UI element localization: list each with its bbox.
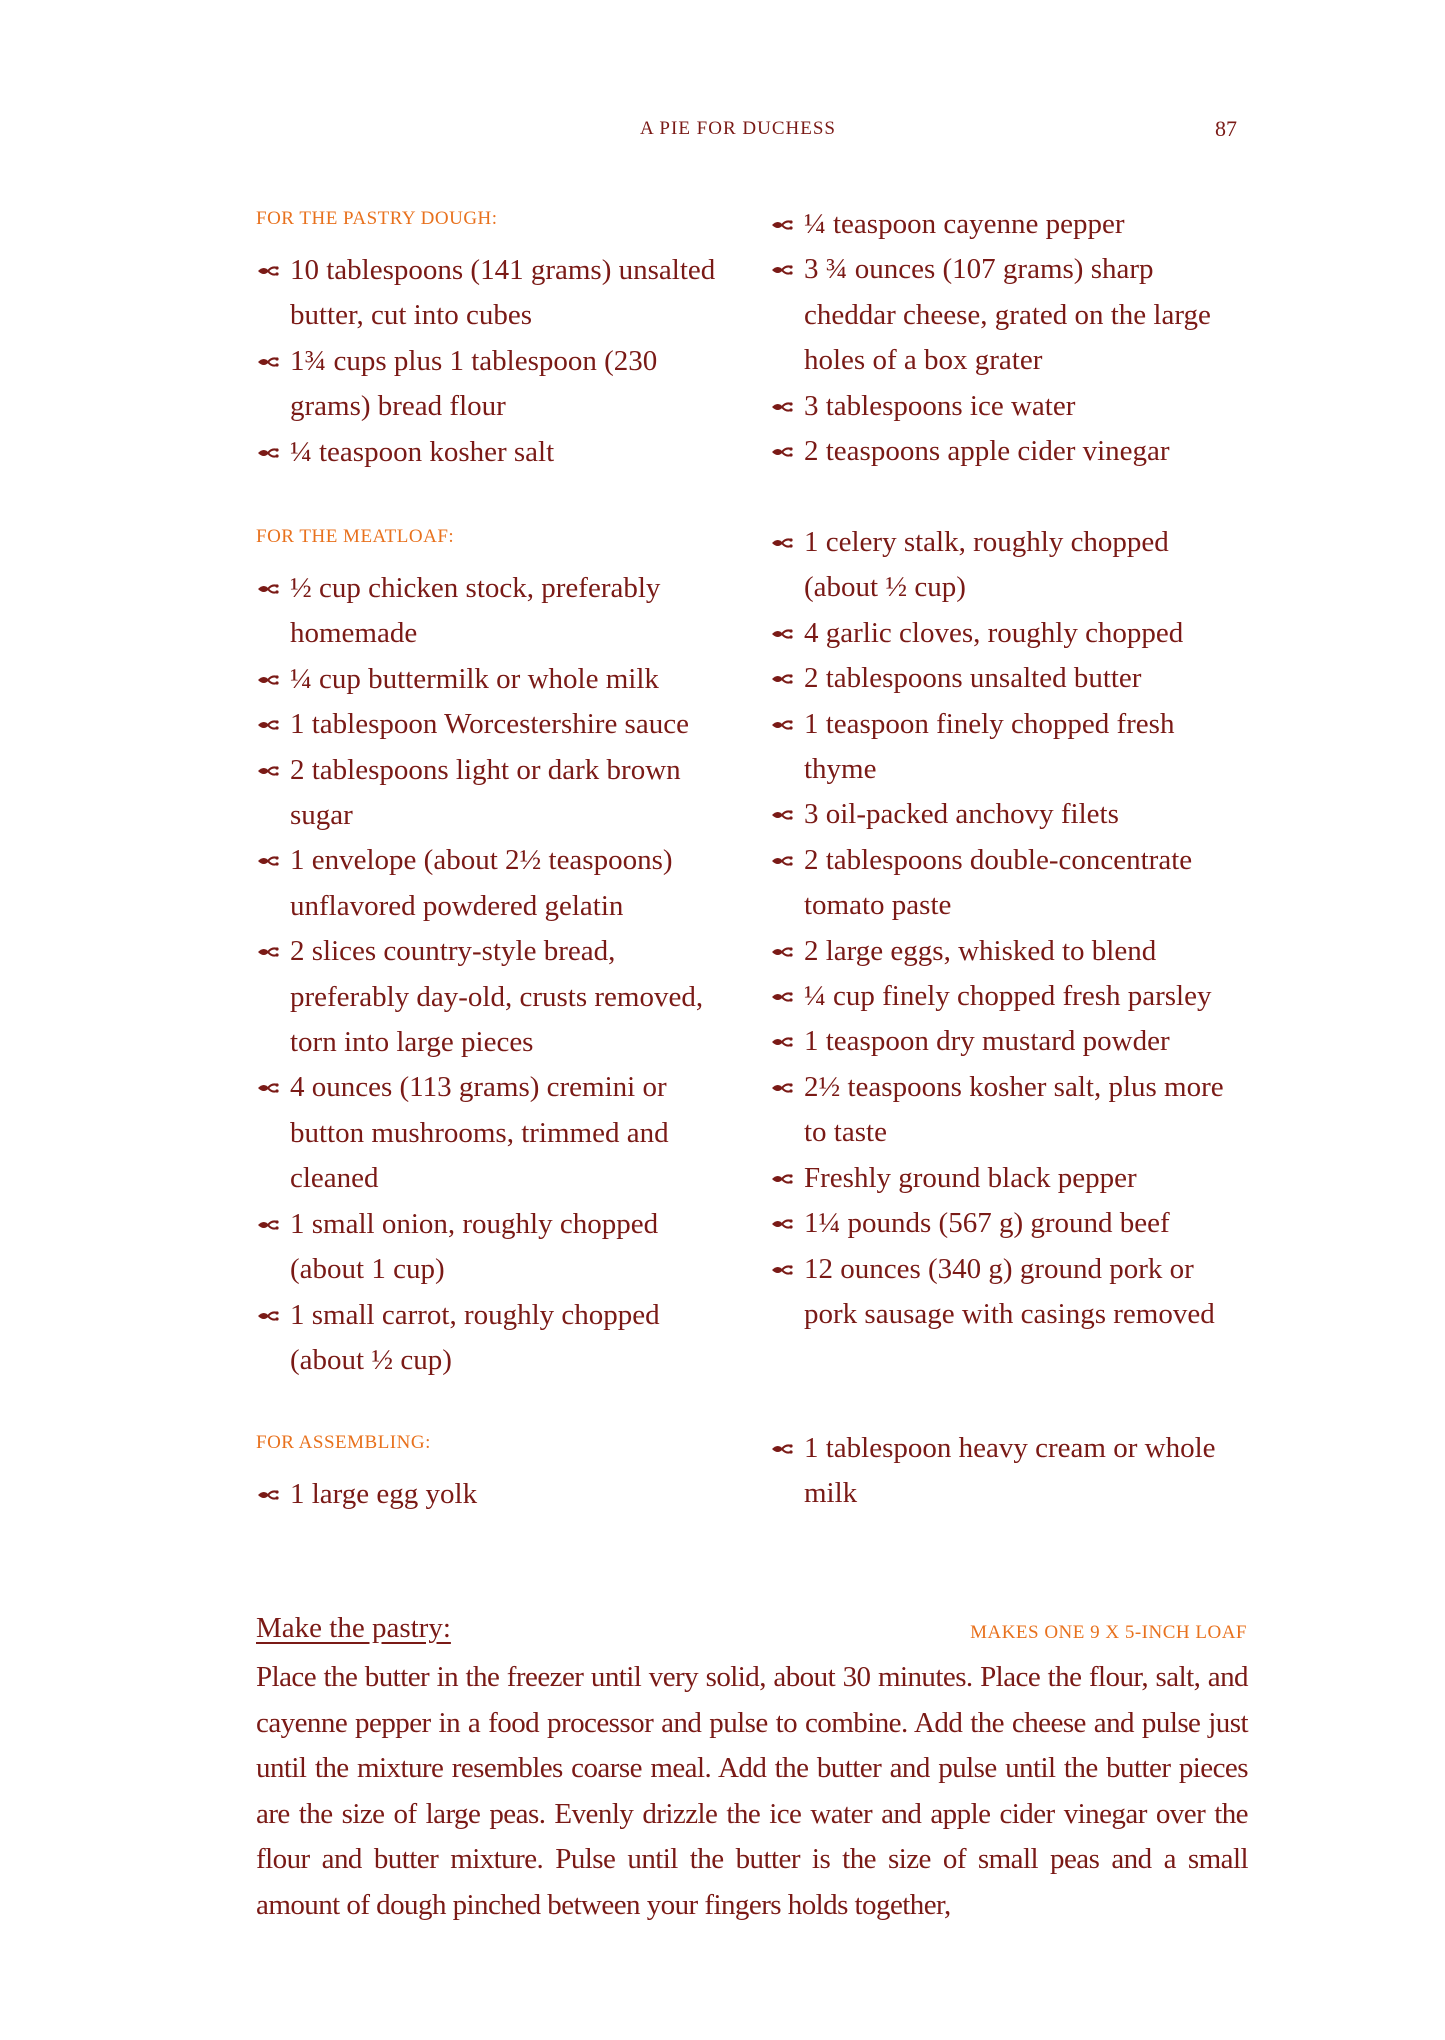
ingredient-text: 2 large eggs, whisked to blend xyxy=(804,934,1157,967)
ingredient-item xyxy=(256,566,726,657)
ingredient-text: ¼ teaspoon kosher salt xyxy=(290,435,555,468)
fleuron-icon xyxy=(256,1308,280,1324)
ingredient-text: ¼ cup finely chopped fresh parsley xyxy=(804,980,1212,1013)
assembling-list-right xyxy=(770,1426,1250,1517)
fleuron-icon xyxy=(770,1262,794,1278)
assembling-list-left xyxy=(256,1472,726,1517)
ingredient-item xyxy=(770,520,1250,611)
fleuron-icon xyxy=(256,581,280,597)
fleuron-icon xyxy=(770,944,794,960)
fleuron-icon xyxy=(256,354,280,370)
ingredient-text: ½ cup chicken stock, preferably homemade xyxy=(290,572,661,650)
fleuron-icon xyxy=(256,1217,280,1233)
ingredient-text: 1¾ cups plus 1 tablespoon (230 grams) bread flour xyxy=(290,344,658,423)
ingredient-text: 2½ teaspoons kosher salt, plus more to taste xyxy=(804,1070,1224,1149)
fleuron-icon xyxy=(770,1080,794,1096)
ingredient-text: 1 teaspoon finely chopped fresh thyme xyxy=(804,707,1175,786)
ingredient-item xyxy=(770,384,1250,429)
fleuron-icon xyxy=(770,626,794,642)
ingredient-text: 10 tablespoons (141 grams) unsalted butter, cut into cubes xyxy=(290,254,716,332)
fleuron-icon xyxy=(770,1441,794,1457)
section-heading-assembling: FOR ASSEMBLING: xyxy=(256,1432,431,1453)
ingredient-item xyxy=(770,1201,1250,1246)
ingredient-item xyxy=(770,792,1250,837)
pastry-list-right xyxy=(770,202,1250,474)
fleuron-icon xyxy=(770,807,794,823)
ingredient-item xyxy=(256,1065,726,1201)
fleuron-icon xyxy=(770,262,794,278)
ingredient-item xyxy=(770,1426,1250,1517)
ingredient-item xyxy=(256,1293,726,1384)
fleuron-icon xyxy=(256,263,280,279)
ingredient-item xyxy=(770,611,1250,656)
fleuron-icon xyxy=(256,763,280,779)
ingredient-item xyxy=(770,656,1250,701)
fleuron-icon xyxy=(256,445,280,461)
yield-label: MAKES ONE 9 X 5-INCH LOAF xyxy=(970,1622,1247,1643)
ingredient-text: 1 small carrot, roughly chopped (about ½ cup) xyxy=(290,1298,660,1376)
ingredient-item xyxy=(256,702,726,747)
fleuron-icon xyxy=(256,853,280,869)
meatloaf-list-left xyxy=(256,566,726,1383)
ingredient-item xyxy=(770,974,1250,1019)
page-number: 87 xyxy=(1215,116,1237,141)
ingredient-item xyxy=(770,429,1250,474)
ingredient-text: 1 large egg yolk xyxy=(290,1478,478,1510)
ingredient-text: 3 oil-packed anchovy filets xyxy=(804,798,1119,831)
ingredient-item xyxy=(770,202,1250,247)
ingredient-item xyxy=(770,1019,1250,1064)
fleuron-icon xyxy=(770,444,794,460)
ingredient-text: Freshly ground black pepper xyxy=(804,1161,1137,1194)
section-heading-pastry: FOR THE PASTRY DOUGH: xyxy=(256,208,498,229)
ingredient-item xyxy=(770,702,1250,793)
ingredient-item xyxy=(256,748,726,839)
fleuron-icon xyxy=(770,717,794,733)
fleuron-icon xyxy=(770,1034,794,1050)
ingredient-item xyxy=(256,339,726,430)
ingredient-text: 1 tablespoon heavy cream or whole milk xyxy=(804,1432,1216,1510)
fleuron-icon xyxy=(256,1487,280,1503)
fleuron-icon xyxy=(770,399,794,415)
ingredient-text: 1 tablespoon Worcestershire sauce xyxy=(290,708,689,741)
ingredient-text: 4 garlic cloves, roughly chopped xyxy=(804,616,1184,649)
fleuron-icon xyxy=(770,1216,794,1232)
ingredient-text: 3 ¾ ounces (107 grams) sharp cheddar cheese, grated on the large holes of a box grater xyxy=(804,253,1211,377)
pastry-list-left xyxy=(256,248,726,475)
fleuron-icon xyxy=(256,672,280,688)
fleuron-icon xyxy=(770,671,794,687)
fleuron-icon xyxy=(770,989,794,1005)
ingredient-item xyxy=(770,1156,1250,1201)
fleuron-icon xyxy=(256,717,280,733)
ingredient-text: 1 celery stalk, roughly chopped (about ½ cup) xyxy=(804,526,1169,604)
ingredient-item xyxy=(770,838,1250,929)
ingredient-item xyxy=(256,657,726,702)
ingredient-text: 2 slices country-style bread, preferably day-old, crusts removed, torn into large pieces xyxy=(290,935,704,1059)
ingredient-item xyxy=(256,838,726,929)
ingredient-item xyxy=(770,1247,1250,1338)
ingredient-item xyxy=(770,247,1250,383)
meatloaf-list-right xyxy=(770,520,1250,1337)
ingredient-item xyxy=(256,1202,726,1293)
ingredient-item xyxy=(770,1065,1250,1156)
fleuron-icon xyxy=(770,1171,794,1187)
ingredient-item xyxy=(256,1472,726,1517)
fleuron-icon xyxy=(770,535,794,551)
ingredient-text: ¼ teaspoon cayenne pepper xyxy=(804,208,1125,240)
ingredient-text: 1¼ pounds (567 g) ground beef xyxy=(804,1207,1170,1240)
ingredient-text: 1 small onion, roughly chopped (about 1 cup) xyxy=(290,1207,659,1286)
ingredient-text: 2 tablespoons light or dark brown sugar xyxy=(290,753,681,832)
ingredient-item xyxy=(256,248,726,339)
ingredient-text: 4 ounces (113 grams) cremini or button mushrooms, trimmed and cleaned xyxy=(290,1071,669,1195)
ingredient-text: ¼ cup buttermilk or whole milk xyxy=(290,662,659,695)
method-body: Place the butter in the freezer until very solid, about 30 minutes. Place the flour, salt, and cayenne pepper in a food processor and pulse to combine. Add the cheese and pulse just until the mixture resembles coarse meal. Add the butter and pulse until the butter pieces are the size of large peas. Evenly drizzle the ice water and apple cider vinegar over the flour and butter mixture. Pulse until the butter is the size of small peas and a small amount of dough pinched between your fingers holds together, xyxy=(256,1661,1248,1921)
method-title: Make the pastry: xyxy=(256,1612,451,1644)
fleuron-icon xyxy=(256,1080,280,1096)
section-heading-meatloaf: FOR THE MEATLOAF: xyxy=(256,526,455,547)
fleuron-icon xyxy=(770,217,794,233)
ingredient-text: 12 ounces (340 g) ground pork or pork sausage with casings removed xyxy=(804,1252,1215,1330)
ingredient-text: 1 teaspoon dry mustard powder xyxy=(804,1025,1170,1058)
ingredient-text: 2 tablespoons double-concentrate tomato paste xyxy=(804,843,1193,922)
ingredient-item xyxy=(256,929,726,1065)
running-title: A PIE FOR DUCHESS xyxy=(640,118,836,139)
ingredient-text: 2 teaspoons apple cider vinegar xyxy=(804,435,1170,468)
fleuron-icon xyxy=(256,944,280,960)
ingredient-text: 1 envelope (about 2½ teaspoons) unflavored powdered gelatin xyxy=(290,844,673,922)
ingredient-item xyxy=(256,430,726,475)
fleuron-icon xyxy=(770,853,794,869)
ingredient-item xyxy=(770,929,1250,974)
ingredient-text: 2 tablespoons unsalted butter xyxy=(804,662,1142,695)
ingredient-text: 3 tablespoons ice water xyxy=(804,389,1076,422)
